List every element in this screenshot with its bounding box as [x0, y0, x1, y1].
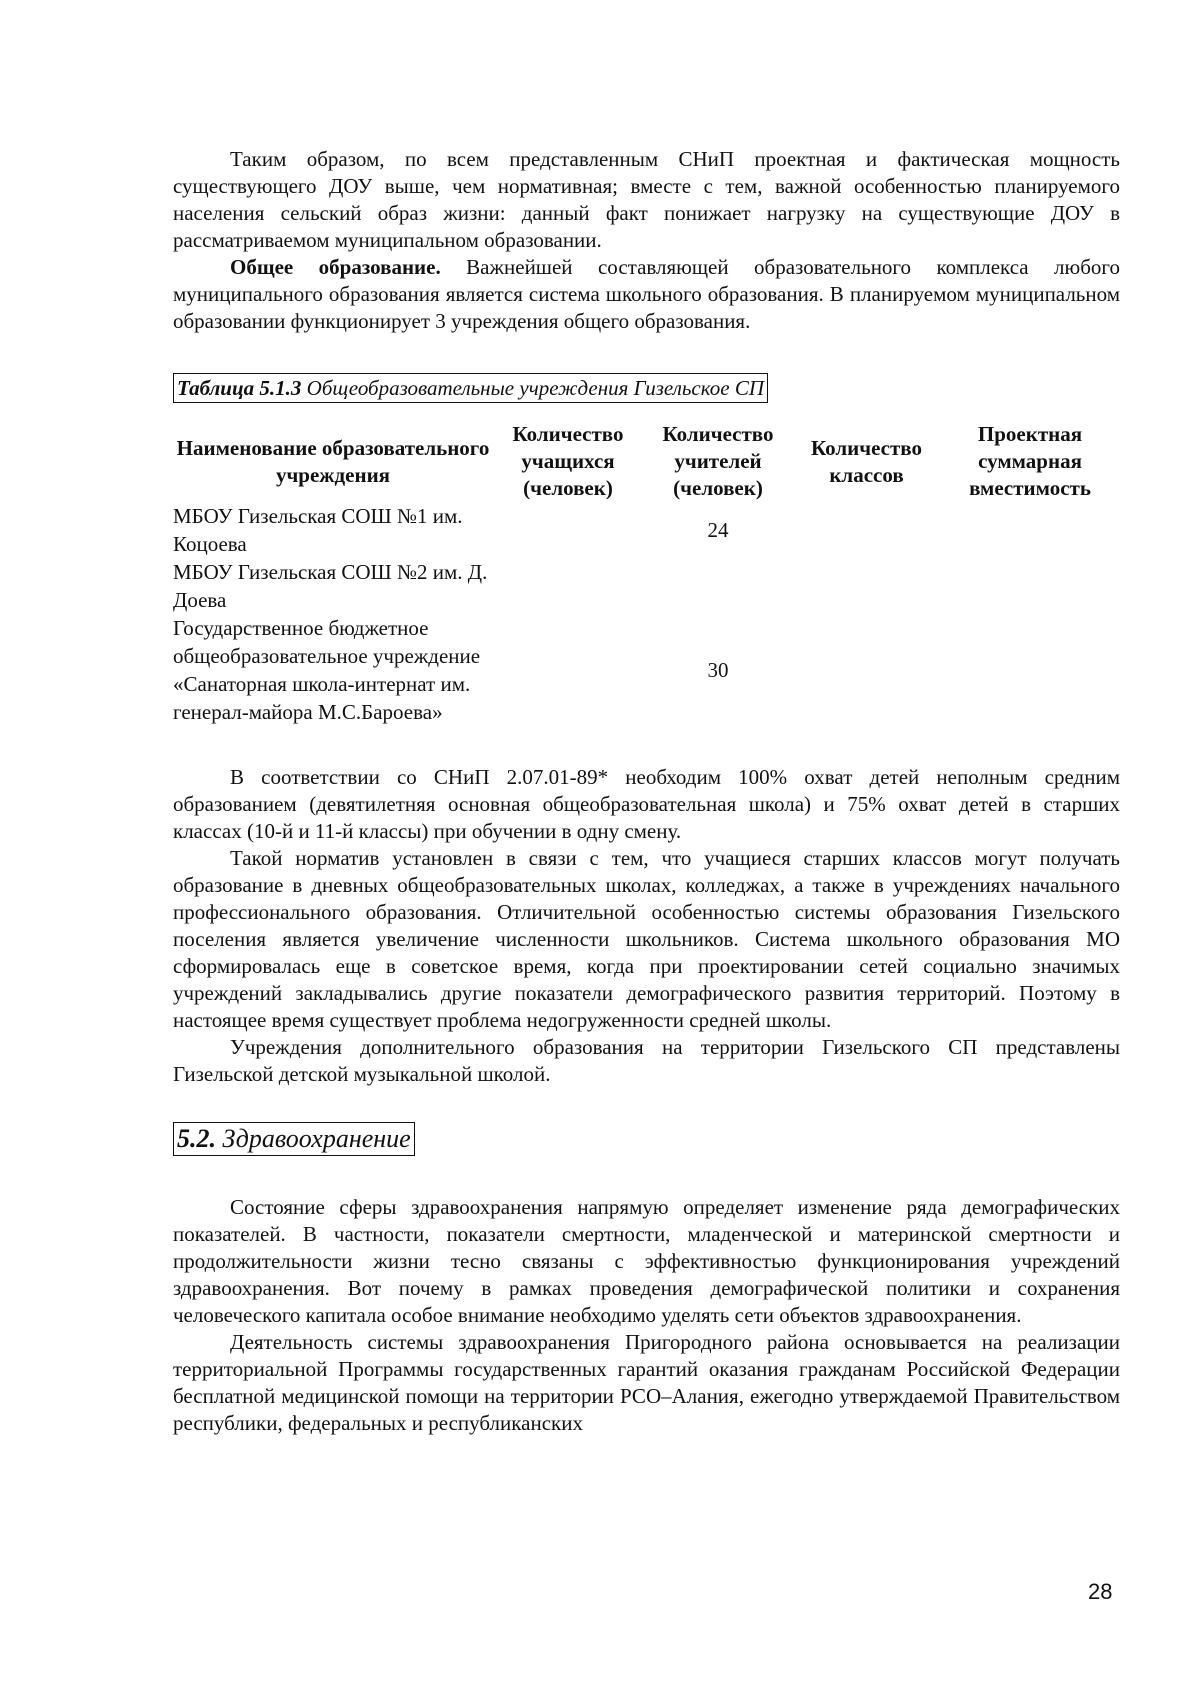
table-row — [173, 614, 1120, 726]
paragraph-additional-education: Учреждения дополнительного образования на территории Гизельского СП представлены Гизельской детской музыкальной школой. — [173, 1035, 1120, 1086]
general-education-label: Общее образование. — [230, 255, 441, 279]
cell-classes — [793, 502, 940, 558]
header-classes: Количество классов — [810, 435, 923, 487]
cell-name: Государственное бюджетное общеобразовательное учреждение «Санаторная школа-интернат им. генерал-майора М.С.Бароева» — [173, 616, 481, 724]
header-students: Количество учащихся (человек) — [512, 422, 624, 500]
paragraph-norm-explanation: Такой норматив установлен в связи с тем, что учащиеся старших классов могут получать образование в дневных общеобразовательных школах, колледжах, а также в учреждениях начального профессионального образования. Отличительной особенностью системы образования Гизельского поселения является увеличение численности школьников. Система школьного образования МО сформировалась еще в советское время, когда при проектировании сетей социально значимых учреждений закладывались другие показатели демографического развития территорий. Поэтому в настоящее время существует проблема недогруженности средней школы. — [173, 846, 1120, 1032]
header-capacity: Проектная суммарная вместимость — [969, 422, 1091, 500]
paragraph-dou-capacity: Таким образом, по всем представленным СНиП проектная и фактическая мощность существующего ДОУ выше, чем нормативная; вместе с тем, важной особенностью планируемого населения сельский образ жизни: данный факт понижает нагрузку на существующие ДОУ в рассматриваемом муниципальном образовании. — [173, 147, 1120, 252]
paragraph-healthcare-state: Состояние сферы здравоохранения напрямую определяет изменение ряда демографических показателей. В частности, показатели смертности, младенческой и материнской смертности и продолжительности жизни тесно связаны с эффективностью функционирования учреждений здравоохранения. Вот почему в рамках проведения демографической политики и сохранения человеческого капитала особое внимание необходимо уделять сети объектов здравоохранения. — [173, 1195, 1120, 1327]
cell-classes — [793, 614, 940, 726]
section-title: Здравоохранение — [216, 1124, 411, 1153]
header-teachers: Количество учителей (человек) — [662, 422, 774, 500]
cell-capacity — [940, 558, 1120, 614]
table-header-row — [173, 421, 1120, 502]
header-institution-name: Наименование образовательного учреждения — [176, 435, 490, 487]
cell-name: МБОУ Гизельская СОШ №2 им. Д. Доева — [173, 560, 488, 612]
cell-classes — [793, 558, 940, 614]
schools-table — [173, 421, 1120, 726]
cell-students — [493, 558, 643, 614]
cell-name: МБОУ Гизельская СОШ №1 им. Коцоева — [173, 504, 463, 556]
cell-teachers: 24 — [707, 518, 729, 542]
table-row — [173, 558, 1120, 614]
table-row — [173, 502, 1120, 558]
section-heading-healthcare — [173, 1122, 415, 1156]
paragraph-general-education — [173, 254, 1120, 335]
cell-capacity — [940, 614, 1120, 726]
general-education-text: Важнейшей составляющей образовательного комплекса любого муниципального образования является система школьного образования. В планируемом муниципальном образовании функционирует 3 учреждения общего образования. — [173, 255, 1120, 333]
cell-students — [493, 502, 643, 558]
cell-students — [493, 614, 643, 726]
paragraph-group-norms — [173, 764, 1120, 1088]
paragraph-healthcare-system: Деятельность системы здравоохранения Пригородного района основывается на реализации территориальной Программы государственных гарантий оказания гражданам Российской Федерации бесплатной медицинской помощи на территории РСО–Алания, ежегодно утверждаемой Правительством республики, федеральных и республиканских — [173, 1330, 1120, 1435]
cell-teachers: 30 — [707, 658, 729, 682]
cell-teachers — [643, 558, 793, 614]
page-number: 28 — [1088, 1579, 1113, 1604]
table-caption — [173, 373, 768, 403]
table-caption-text: Общеобразовательные учреждения Гизельское СП — [301, 376, 765, 400]
document-body — [173, 146, 1120, 1437]
section-number: 5.2. — [177, 1124, 216, 1153]
table-caption-label: Таблица 5.1.3 — [177, 376, 302, 400]
cell-capacity — [940, 502, 1120, 558]
paragraph-snip-coverage: В соответствии со СНиП 2.07.01-89* необходим 100% охват детей неполным средним образованием (девятилетняя основная общеобразовательная школа) и 75% охват детей в старших классах (10-й и 11-й классы) при обучении в одну смену. — [173, 765, 1120, 843]
